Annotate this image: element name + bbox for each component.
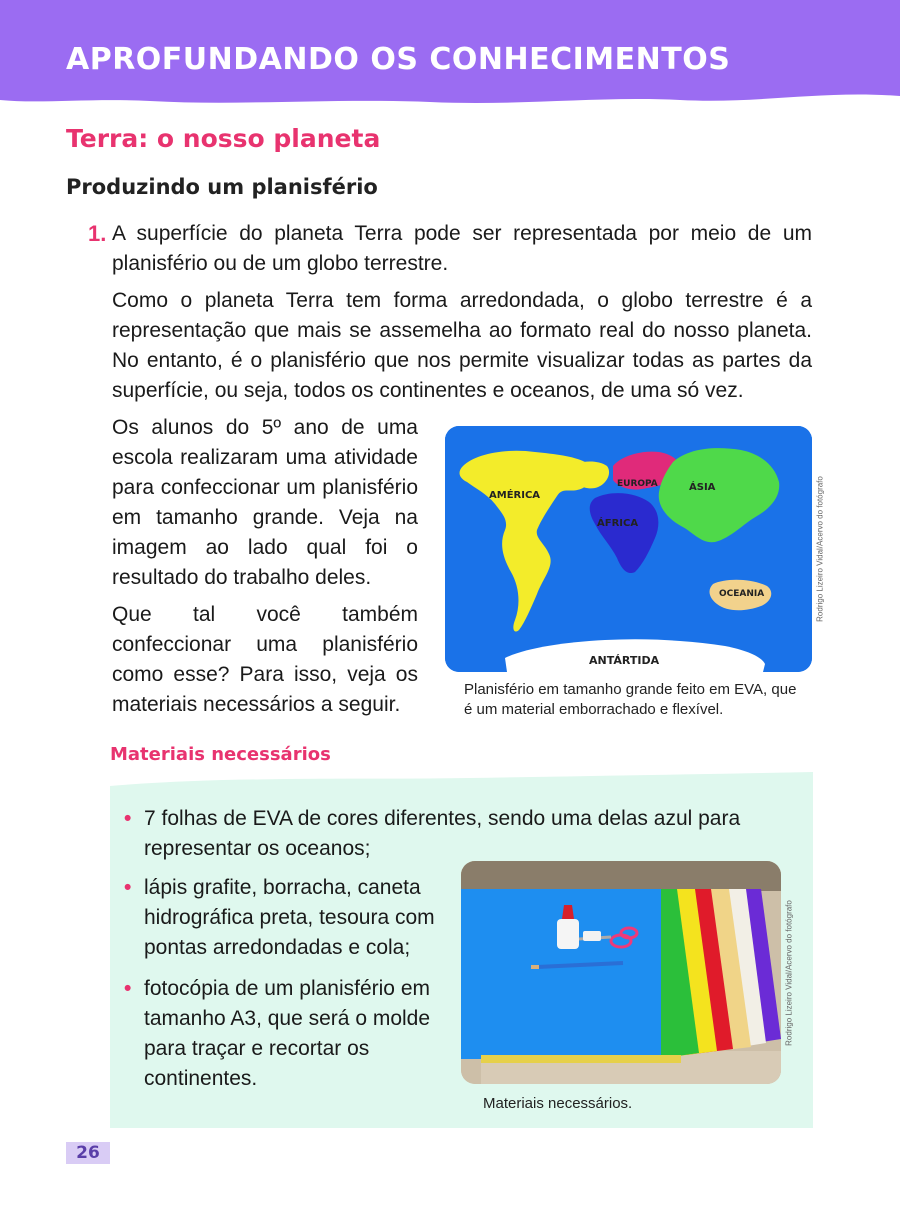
glue-bottle [557, 919, 579, 949]
bullet-icon: • [124, 807, 132, 830]
material-item-1-text: 7 folhas de EVA de cores diferentes, sendo uma delas azul para representar os oceanos; [144, 807, 741, 860]
eraser [583, 931, 601, 941]
label-asia: ÁSIA [689, 482, 716, 493]
eva-world-map-photo [445, 426, 812, 672]
materials-title: Materiais necessários [110, 744, 331, 765]
page-number: 26 [66, 1142, 110, 1164]
label-oceania: OCEANIA [719, 589, 765, 599]
map-photo-credit: Rodrigo Lizeiro Vidal/Acervo do fotógrafo [815, 476, 825, 622]
eva-sheet-blue [461, 889, 661, 1059]
material-item-3-text: fotocópia de um planisfério em tamanho A3, que será o molde para traçar e recortar os continentes. [144, 977, 431, 1090]
material-item-1 [124, 804, 784, 864]
map-photo-caption: Planisfério em tamanho grande feito em EVA, que é um material emborrachado e flexível. [464, 681, 797, 718]
question-paragraph-3: Os alunos do 5º ano de uma escola realizaram uma atividade para confeccionar um planisfério em tamanho grande. Veja na imagem ao lado qual foi o resultado do trabalho deles. [112, 416, 418, 589]
label-africa: ÁFRICA [597, 518, 639, 529]
material-item-2 [124, 873, 444, 963]
materials-photo-caption: Materiais necessários. [483, 1095, 633, 1112]
bullet-icon: • [124, 977, 132, 1000]
question-paragraph-2: Como o planeta Terra tem forma arredondada, o globo terrestre é a representação que mais se assemelha ao formato real do nosso planeta. No entanto, é o planisfério que nos permite visualizar todas as partes da superfície, ou seja, todos os continentes e oceanos, de uma só vez. [112, 289, 812, 402]
question-paragraph-1: A superfície do planeta Terra pode ser representada por meio de um planisfério ou de um globo terrestre. [112, 222, 812, 275]
material-item-3 [124, 974, 444, 1094]
question-paragraph-4: Que tal você também confeccionar uma planisfério como esse? Para isso, veja os materiais necessários a seguir. [112, 603, 418, 716]
bullet-icon: • [124, 876, 132, 899]
world-map-illustration [445, 426, 812, 672]
banner-title: APROFUNDANDO OS CONHECIMENTOS [66, 42, 731, 77]
label-europa: EUROPA [617, 479, 658, 489]
section-title: Terra: o nosso planeta [66, 124, 381, 153]
label-antartida: ANTÁRTIDA [589, 654, 660, 667]
question-number: 1. [88, 221, 107, 246]
material-item-2-text: lápis grafite, borracha, caneta hidrográfica preta, tesoura com pontas arredondadas e cola; [144, 876, 435, 959]
subsection-title: Produzindo um planisfério [66, 175, 378, 199]
materials-photo-credit: Rodrigo Lizeiro Vidal/Acervo do fotógrafo [784, 899, 794, 1046]
materials-photo [461, 861, 781, 1084]
materials-illustration [461, 861, 781, 1084]
header-banner [0, 0, 900, 108]
label-america: AMÉRICA [489, 490, 541, 501]
